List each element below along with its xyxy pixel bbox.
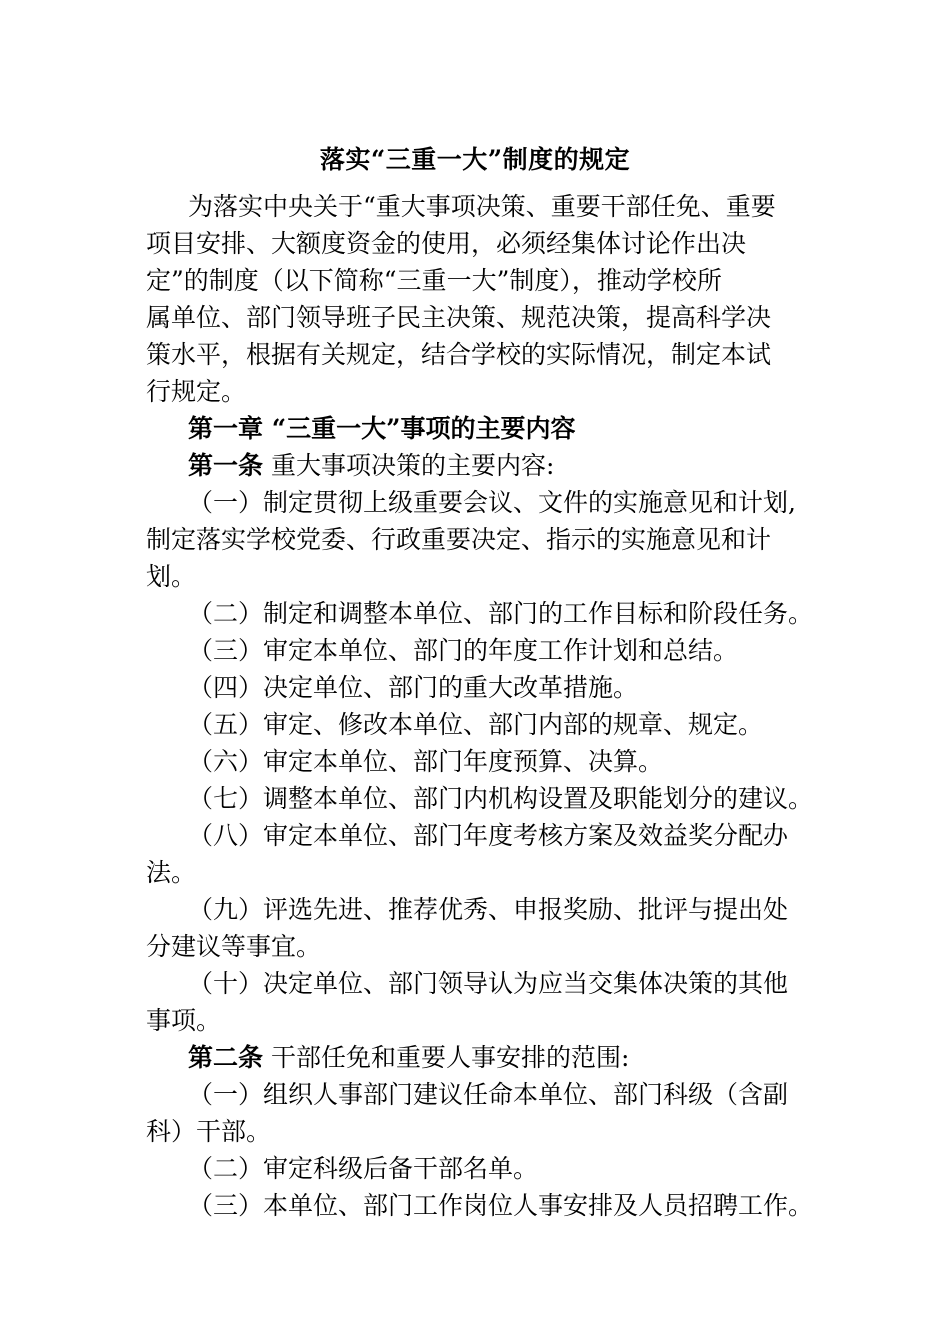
preamble-line: 为落实中央关于“重大事项决策、重要干部任免、重要 [188, 192, 776, 221]
article-heading [188, 1042, 629, 1074]
article-text: 重大事项决策的主要内容: [263, 451, 555, 480]
article-item-line: （二）审定科级后备干部名单。 [188, 1154, 539, 1183]
article-item-line: （三）本单位、部门工作岗位人事安排及人员招聘工作。 [188, 1191, 814, 1220]
preamble-line: 属单位、部门领导班子民主决策、规范决策，提高科学决 [146, 303, 772, 332]
article-item-line: 事项。 [146, 1006, 222, 1035]
article-heading [188, 450, 554, 482]
article-item-line: 制定落实学校党委、行政重要决定、指示的实施意见和计 [146, 525, 772, 554]
article-item-line: （一）组织人事部门建议任命本单位、部门科级（含副 [188, 1080, 789, 1109]
article-item-line: （三）审定本单位、部门的年度工作计划和总结。 [188, 636, 739, 665]
article-item-line: （七）调整本单位、部门内机构设置及职能划分的建议。 [188, 784, 814, 813]
article-item-line: （八）审定本单位、部门年度考核方案及效益奖分配办 [188, 821, 789, 850]
article-item-line: （十）决定单位、部门领导认为应当交集体决策的其他 [188, 969, 789, 998]
article-item-line: 科）干部。 [146, 1117, 272, 1146]
chapter-heading: 第一章 “三重一大”事项的主要内容 [188, 414, 576, 443]
article-label: 第二条 [188, 1043, 264, 1072]
article-item-line: （六）审定本单位、部门年度预算、决算。 [188, 747, 664, 776]
preamble-line: 行规定。 [146, 377, 247, 406]
article-item-line: （四）决定单位、部门的重大改革措施。 [188, 673, 639, 702]
article-item-line: 分建议等事宜。 [146, 932, 322, 961]
article-item-line: （九）评选先进、推荐优秀、申报奖励、批评与提出处 [188, 895, 789, 924]
article-item-line: （五）审定、修改本单位、部门内部的规章、规定。 [188, 710, 764, 739]
article-label: 第一条 [188, 451, 264, 480]
document-title: 落实“三重一大”制度的规定 [319, 145, 631, 174]
article-item-line: （二）制定和调整本单位、部门的工作目标和阶段任务。 [188, 599, 814, 628]
article-text: 干部任免和重要人事安排的范围: [263, 1043, 630, 1072]
article-item-line: 法。 [146, 858, 197, 887]
preamble-line: 策水平，根据有关规定，结合学校的实际情况，制定本试 [146, 340, 772, 369]
preamble-line: 项目安排、大额度资金的使用，必须经集体讨论作出决 [146, 229, 747, 258]
article-item-line: 划。 [146, 562, 197, 591]
article-item-line: （一）制定贯彻上级重要会议、文件的实施意见和计划, [188, 488, 796, 517]
preamble-line: 定”的制度（以下简称“三重一大”制度），推动学校所 [146, 266, 722, 295]
